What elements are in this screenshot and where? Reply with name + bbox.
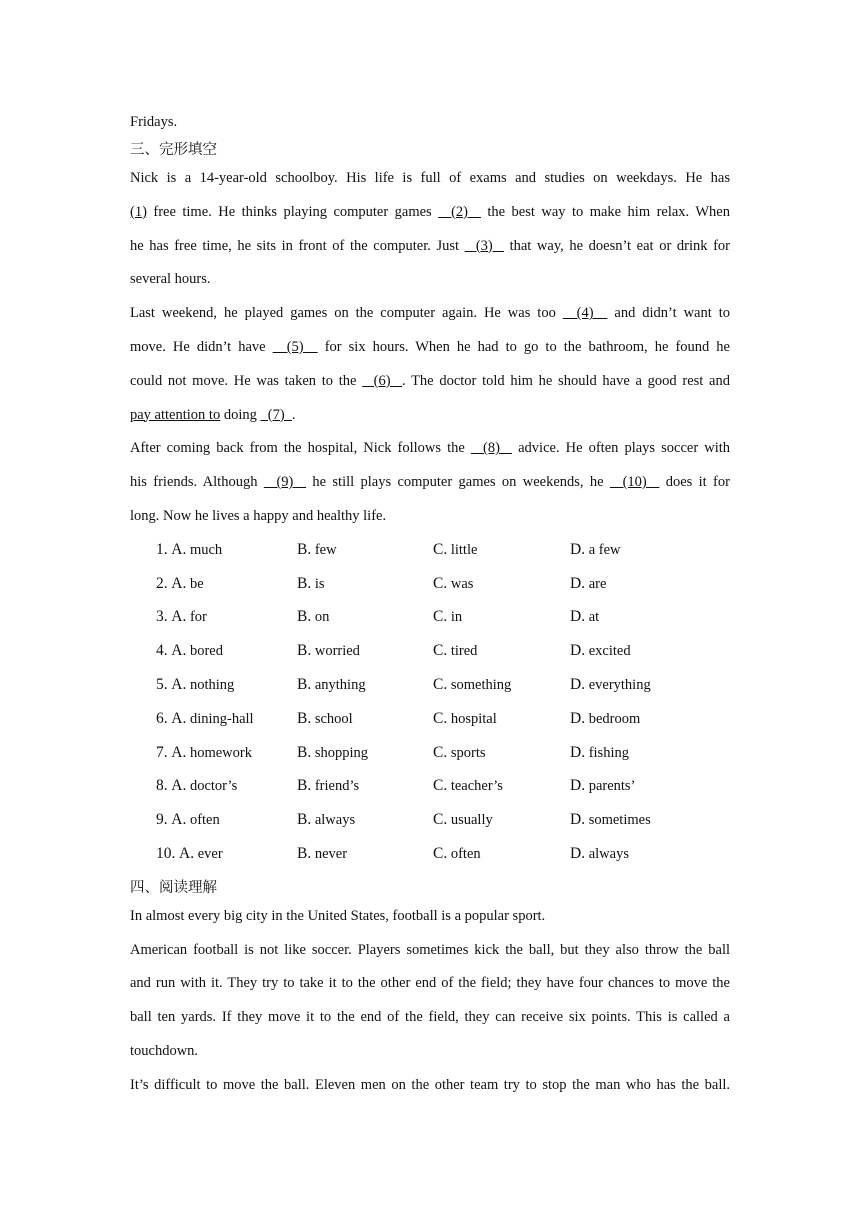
- option-text: parents’: [588, 778, 636, 795]
- text-line: Nick is a 14-year-old schoolboy. His life is full of exams and studies on weekdays. He has: [130, 170, 730, 186]
- option-label: D.: [570, 811, 586, 829]
- option-label: C.: [433, 540, 448, 558]
- option-text: tired: [450, 643, 478, 660]
- option-label: C.: [433, 574, 448, 592]
- question-number: 1.: [156, 540, 168, 558]
- option-label: B.: [297, 608, 312, 626]
- option-text: doctor’s: [189, 778, 238, 795]
- document-content: [130, 112, 730, 1109]
- option-b: [297, 743, 368, 763]
- option-label: D.: [570, 540, 586, 558]
- text-line: several hours.: [130, 271, 211, 288]
- section-title-cloze: 三、完形填空: [130, 142, 217, 158]
- option-label: C.: [433, 777, 448, 795]
- option-label: B.: [297, 709, 312, 727]
- option-d: [570, 641, 631, 661]
- option-d: [570, 810, 651, 830]
- question-row: [130, 607, 730, 641]
- text-span: advice. He often plays soccer with: [512, 440, 730, 457]
- option-d: [570, 607, 599, 627]
- option-b: [297, 540, 337, 560]
- option-text: homework: [189, 744, 252, 761]
- fragment-text: Fridays.: [130, 114, 178, 130]
- option-a: [156, 540, 222, 560]
- reading-paragraph-1: In almost every big city in the United States, football is a popular sport.: [130, 907, 546, 924]
- option-text: be: [189, 575, 204, 592]
- option-text: worried: [314, 643, 360, 660]
- question-row: [130, 540, 730, 574]
- option-label: A.: [171, 811, 187, 829]
- question-number: 7.: [156, 743, 168, 761]
- text-span: Last weekend, he played games on the computer again. He was too: [130, 305, 563, 322]
- option-label: A.: [171, 608, 187, 626]
- option-text: are: [588, 575, 607, 592]
- option-d: [570, 709, 640, 729]
- text-span: . The doctor told him he should have a good rest and: [401, 372, 730, 389]
- question-number: 2.: [156, 574, 168, 592]
- option-d: [570, 776, 635, 796]
- option-text: school: [314, 710, 353, 727]
- option-text: dining-hall: [189, 710, 254, 727]
- option-a: [156, 607, 207, 627]
- blank-5: (5): [272, 338, 318, 355]
- option-d: [570, 540, 621, 560]
- option-label: A.: [171, 574, 187, 592]
- option-label: C.: [433, 608, 448, 626]
- option-b: [297, 675, 366, 695]
- blank-10: (10): [609, 474, 660, 491]
- option-text: anything: [314, 676, 366, 693]
- option-text: much: [189, 541, 223, 558]
- text-line: touchdown.: [130, 1042, 199, 1059]
- option-d: [570, 574, 606, 594]
- question-number: 9.: [156, 811, 168, 829]
- text-line: long. Now he lives a happy and healthy life.: [130, 507, 387, 524]
- option-label: C.: [433, 811, 448, 829]
- option-text: often: [189, 812, 220, 829]
- question-number: 5.: [156, 675, 168, 693]
- reading-paragraph-2: [130, 940, 730, 1075]
- question-row: [130, 844, 730, 878]
- option-b: [297, 641, 360, 661]
- text-span: he has free time, he sits in front of the computer. Just: [130, 237, 465, 254]
- question-number: 8.: [156, 777, 168, 795]
- option-label: C.: [433, 642, 448, 660]
- text-line: American football is not like soccer. Players sometimes kick the ball, but they also throw the ball: [130, 941, 730, 958]
- question-row: [130, 810, 730, 844]
- option-label: A.: [171, 709, 187, 727]
- option-label: C.: [433, 743, 448, 761]
- blank-7: (7): [260, 406, 292, 423]
- option-a: [156, 641, 223, 661]
- option-text: for: [189, 609, 207, 626]
- option-text: few: [314, 541, 337, 558]
- option-label: B.: [297, 675, 312, 693]
- option-text: shopping: [314, 744, 369, 761]
- option-d: [570, 743, 629, 763]
- option-label: A.: [171, 743, 187, 761]
- question-row: [130, 709, 730, 743]
- option-text: sports: [450, 744, 486, 761]
- option-label: B.: [297, 844, 312, 862]
- option-label: B.: [297, 811, 312, 829]
- option-b: [297, 709, 353, 729]
- option-c: [433, 641, 477, 661]
- option-text: hospital: [450, 710, 497, 727]
- option-a: [156, 844, 223, 864]
- text-span: doing: [220, 406, 261, 423]
- blank-2: (2): [438, 203, 481, 220]
- option-a: [156, 776, 237, 796]
- option-c: [433, 743, 486, 763]
- option-text: ever: [197, 845, 223, 862]
- option-text: a few: [588, 541, 621, 558]
- text-span: .: [291, 406, 296, 423]
- question-list: [130, 540, 730, 878]
- question-number: 4.: [156, 642, 168, 660]
- option-label: D.: [570, 642, 586, 660]
- text-span: and didn’t want to: [607, 305, 730, 322]
- question-number: 10.: [156, 844, 176, 862]
- option-text: never: [314, 845, 348, 862]
- blank-6: (6): [362, 372, 402, 389]
- option-text: fishing: [588, 744, 629, 761]
- blank-9: (9): [263, 474, 307, 491]
- question-row: [130, 776, 730, 810]
- option-label: B.: [297, 642, 312, 660]
- option-text: excited: [588, 643, 631, 660]
- question-row: [130, 675, 730, 709]
- option-text: bored: [189, 643, 223, 660]
- option-a: [156, 574, 204, 594]
- question-row: [130, 574, 730, 608]
- option-d: [570, 844, 629, 864]
- option-text: often: [450, 845, 481, 862]
- option-b: [297, 574, 325, 594]
- text-line: [130, 337, 730, 371]
- blank-4: (4): [562, 305, 608, 322]
- option-label: A.: [179, 844, 195, 862]
- option-text: nothing: [189, 676, 235, 693]
- option-d: [570, 675, 651, 695]
- option-c: [433, 810, 493, 830]
- option-label: D.: [570, 709, 586, 727]
- option-text: always: [314, 812, 356, 829]
- text-line: [130, 438, 730, 472]
- question-number: 6.: [156, 709, 168, 727]
- option-text: always: [588, 845, 629, 862]
- cloze-paragraph-3: [130, 438, 730, 539]
- option-c: [433, 607, 462, 627]
- text-line: [130, 303, 730, 337]
- text-span: that way, he doesn’t eat or drink for: [503, 237, 730, 254]
- blank-1: (1): [130, 203, 147, 220]
- option-b: [297, 810, 355, 830]
- option-label: D.: [570, 743, 586, 761]
- text-line: [130, 236, 730, 270]
- option-b: [297, 844, 347, 864]
- option-text: bedroom: [588, 710, 641, 727]
- blank-8: (8): [470, 440, 513, 457]
- option-text: on: [314, 609, 330, 626]
- option-a: [156, 743, 252, 763]
- option-c: [433, 776, 503, 796]
- text-span: move. He didn’t have: [130, 338, 273, 355]
- option-text: something: [450, 676, 512, 693]
- option-label: A.: [171, 675, 187, 693]
- text-span: does it for: [659, 474, 730, 491]
- option-text: is: [314, 575, 325, 592]
- text-span: he still plays computer games on weekends, he: [306, 474, 610, 491]
- text-span: After coming back from the hospital, Nick follows the: [130, 440, 471, 457]
- text-line: ball ten yards. If they move it to the end of the field, they can receive six points. This is called a: [130, 1009, 730, 1026]
- question-number: 3.: [156, 608, 168, 626]
- option-c: [433, 709, 497, 729]
- section-title-reading: 四、阅读理解: [130, 879, 217, 896]
- text-span: could not move. He was taken to the: [130, 372, 363, 389]
- text-span: the best way to make him relax. When: [480, 203, 730, 220]
- text-span: for six hours. When he had to go to the bathroom, he found he: [317, 338, 730, 355]
- reading-paragraph-3: It’s difficult to move the ball. Eleven men on the other team try to stop the man who has the ball.: [130, 1076, 730, 1093]
- option-label: D.: [570, 574, 586, 592]
- option-label: A.: [171, 642, 187, 660]
- option-text: at: [588, 609, 600, 626]
- option-label: C.: [433, 844, 448, 862]
- cloze-paragraph-2: [130, 303, 730, 438]
- underlined-phrase: pay attention to: [130, 406, 221, 423]
- option-b: [297, 607, 329, 627]
- option-label: C.: [433, 675, 448, 693]
- option-text: sometimes: [588, 812, 651, 829]
- option-text: friend’s: [314, 778, 360, 795]
- option-text: teacher’s: [450, 778, 503, 795]
- option-text: little: [450, 541, 478, 558]
- option-label: D.: [570, 777, 586, 795]
- option-label: B.: [297, 743, 312, 761]
- cloze-paragraph-1: [130, 168, 730, 303]
- option-a: [156, 709, 254, 729]
- option-label: B.: [297, 574, 312, 592]
- option-label: D.: [570, 675, 586, 693]
- option-label: C.: [433, 709, 448, 727]
- option-text: everything: [588, 676, 651, 693]
- text-line: [130, 405, 730, 439]
- option-a: [156, 810, 220, 830]
- option-c: [433, 844, 481, 864]
- option-label: D.: [570, 608, 586, 626]
- option-c: [433, 540, 477, 560]
- text-line: [130, 202, 730, 236]
- text-span: free time. He thinks playing computer games: [146, 203, 439, 220]
- option-c: [433, 574, 473, 594]
- question-row: [130, 743, 730, 777]
- option-label: B.: [297, 540, 312, 558]
- option-c: [433, 675, 511, 695]
- option-text: usually: [450, 812, 493, 829]
- option-text: was: [450, 575, 474, 592]
- option-a: [156, 675, 234, 695]
- blank-3: (3): [464, 237, 504, 254]
- option-text: in: [450, 609, 463, 626]
- text-line: and run with it. They try to take it to the other end of the field; they have four chances to move the: [130, 975, 730, 992]
- option-b: [297, 776, 359, 796]
- option-label: D.: [570, 844, 586, 862]
- text-span: his friends. Although: [130, 474, 264, 491]
- text-line: [130, 472, 730, 506]
- text-line: [130, 371, 730, 405]
- option-label: B.: [297, 777, 312, 795]
- option-label: A.: [171, 540, 187, 558]
- question-row: [130, 641, 730, 675]
- option-label: A.: [171, 777, 187, 795]
